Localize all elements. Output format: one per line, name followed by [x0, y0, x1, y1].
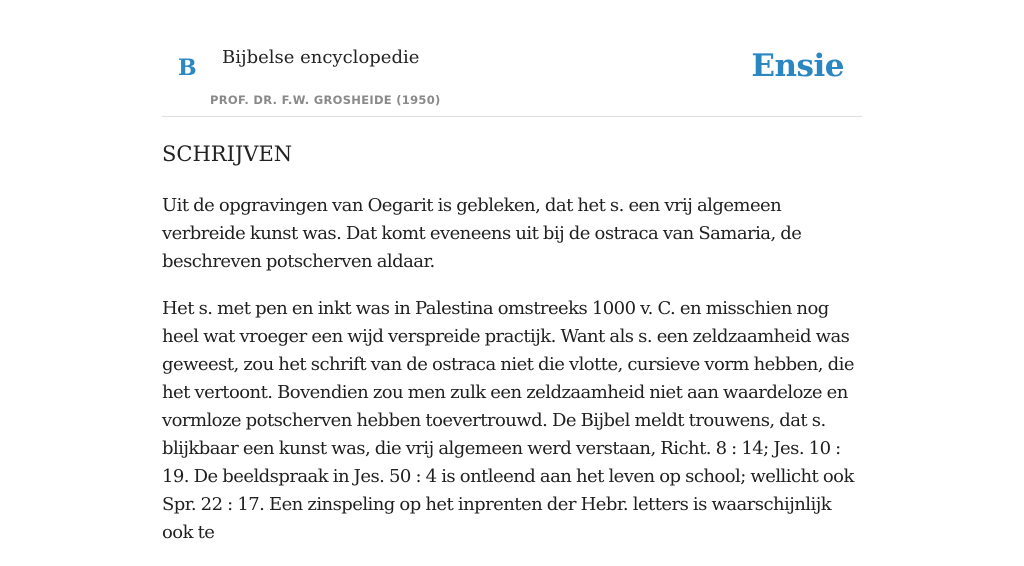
paragraph: Het s. met pen en inkt was in Palestina omstreeks 1000 v. C. en misschien nog heel wat vroeger een wijd verspreide practijk. Want als s. een zeldzaamheid was geweest, zou het schrift van de ostraca niet die vlotte, cursieve vorm hebben, die het vertoont. Bovendien zou men zulk een zeldzaamheid niet aan waardeloze en vormloze potscherven hebben toevertrouwd. De Bijbel meldt trouwens, dat s. blijkbaar een kunst was, die vrij algemeen werd verstaan, Richt. 8 : 14; Jes. 10 : 19. De beeldspraak in Jes. 50 : 4 is ontleend aan het leven op school; wellicht ook Spr. 22 : 17. Een zinspeling op het inprenten der Hebr. letters is waarschijnlijk ook te: [162, 298, 854, 543]
paragraph: Uit de opgravingen van Oegarit is gebleken, dat het s. een vrij algemeen verbreide kunst was. Dat komt eveneens uit bij de ostraca van Samaria, de beschreven potscherven aldaar.: [162, 195, 802, 272]
book-title[interactable]: Bijbelse encyclopedie: [222, 47, 420, 68]
book-author: PROF. DR. F.W. GROSHEIDE (1950): [210, 93, 441, 107]
page: [162, 0, 862, 543]
entry-title: SCHRIJVEN: [162, 142, 293, 166]
header: [162, 0, 862, 117]
brand-logo[interactable]: Ensie: [751, 48, 844, 84]
entry-body: [162, 192, 862, 566]
book-logo-icon[interactable]: B: [178, 55, 197, 81]
